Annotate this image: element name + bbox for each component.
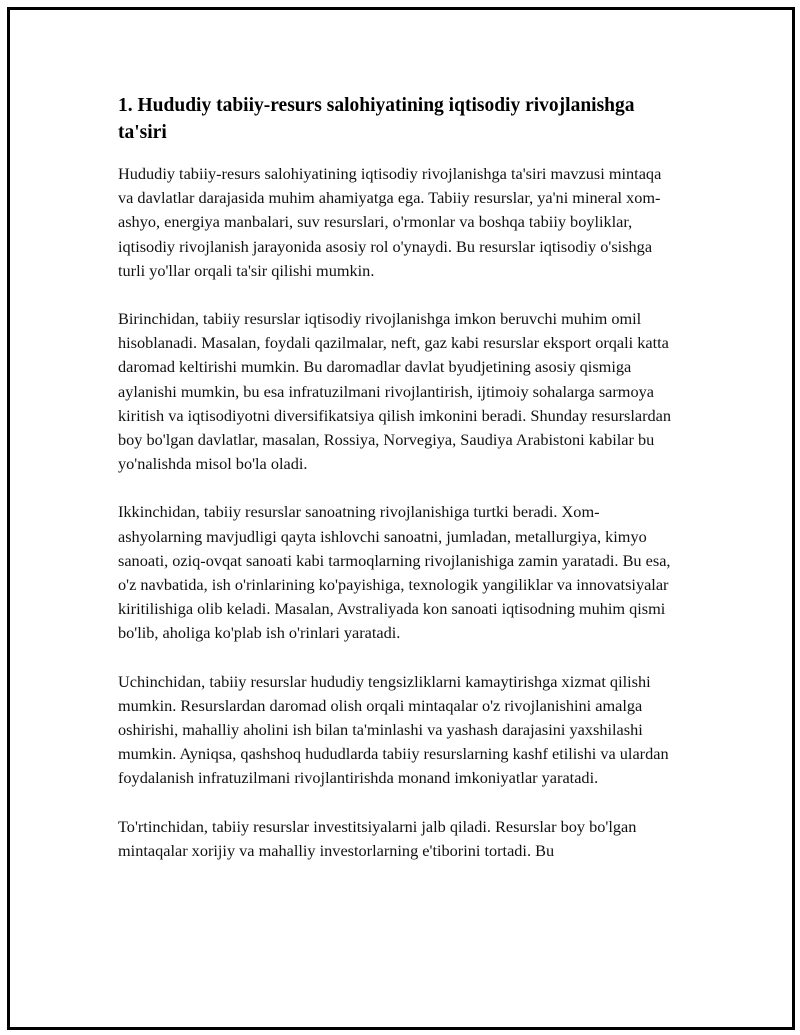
section-heading: 1. Hududiy tabiiy-resurs salohiyatining iqtisodiy rivojlanishga ta'siri (118, 95, 635, 143)
paragraph-fourth-point: To'rtinchidan, tabiiy resurslar investitsiyalarni jalb qiladi. Resurslar boy bo'lgan mintaqalar xorijiy va mahalliy investorlarning e'tiborini tortadi. Bu (118, 816, 637, 860)
paragraph-first-point: Birinchidan, tabiiy resurslar iqtisodiy rivojlanishga imkon beruvchi muhim omil hisoblanadi. Masalan, foydali qazilmalar, neft, gaz kabi resurslar eksport orqali katta daromad keltirishi mumkin. Bu daromadlar davlat byudjetining asosiy qismiga aylanishi mumkin, bu esa infratuzilmani rivojlantirish, ijtimoiy sohalarga sarmoya kiritish va iqtisodiyotni diversifikatsiya qilish imkonini beradi. Shunday resurslardan boy bo'lgan davlatlar, masalan, Rossiya, Norvegiya, Saudiya Arabistoni kabilar bu yo'nalishda misol bo'la oladi. (118, 309, 672, 474)
paragraph-third-point: Uchinchidan, tabiiy resurslar hududiy tengsizliklarni kamaytirishga xizmat qilishi mumkin. Resurslardan daromad olish orqali mintaqalar o'z rivojlanishini amalga oshirishi, mahalliy aholini ish bilan ta'minlashi va yashash darajasini yaxshilashi mumkin. Ayniqsa, qashshoq hududlarda tabiiy resurslarning kashf etilishi va ulardan foydalanish infratuzilmani rivojlantirishda monand imkoniyatlar yaratadi. (118, 671, 669, 788)
document-body (118, 92, 678, 887)
paragraph-intro: Hududiy tabiiy-resurs salohiyatining iqtisodiy rivojlanishga ta'siri mavzusi mintaqa va davlatlar darajasida muhim ahamiyatga ega. Tabiiy resurslar, ya'ni mineral xom-ashyo, energiya manbalari, suv resurslari, o'rmonlar va boshqa tabiiy boyliklar, iqtisodiy rivojlanish jarayonida asosiy rol o'ynaydi. Bu resurslar iqtisodiy o'sishga turli yo'llar orqali ta'sir qilishi mumkin. (118, 164, 662, 280)
paragraph-second-point: Ikkinchidan, tabiiy resurslar sanoatning rivojlanishiga turtki beradi. Xom-ashyolarning mavjudligi qayta ishlovchi sanoatni, jumladan, metallurgiya, kimyo sanoati, oziq-ovqat sanoati kabi tarmoqlarning rivojlanishiga zamin yaratadi. Bu esa, o'z navbatida, ish o'rinlarining ko'payishiga, texnologik yangiliklar va innovatsiyalar kiritilishiga olib keladi. Masalan, Avstraliyada kon sanoati iqtisodning muhim qismi bo'lib, aholiga ko'plab ish o'rinlari yaratadi. (118, 502, 671, 643)
